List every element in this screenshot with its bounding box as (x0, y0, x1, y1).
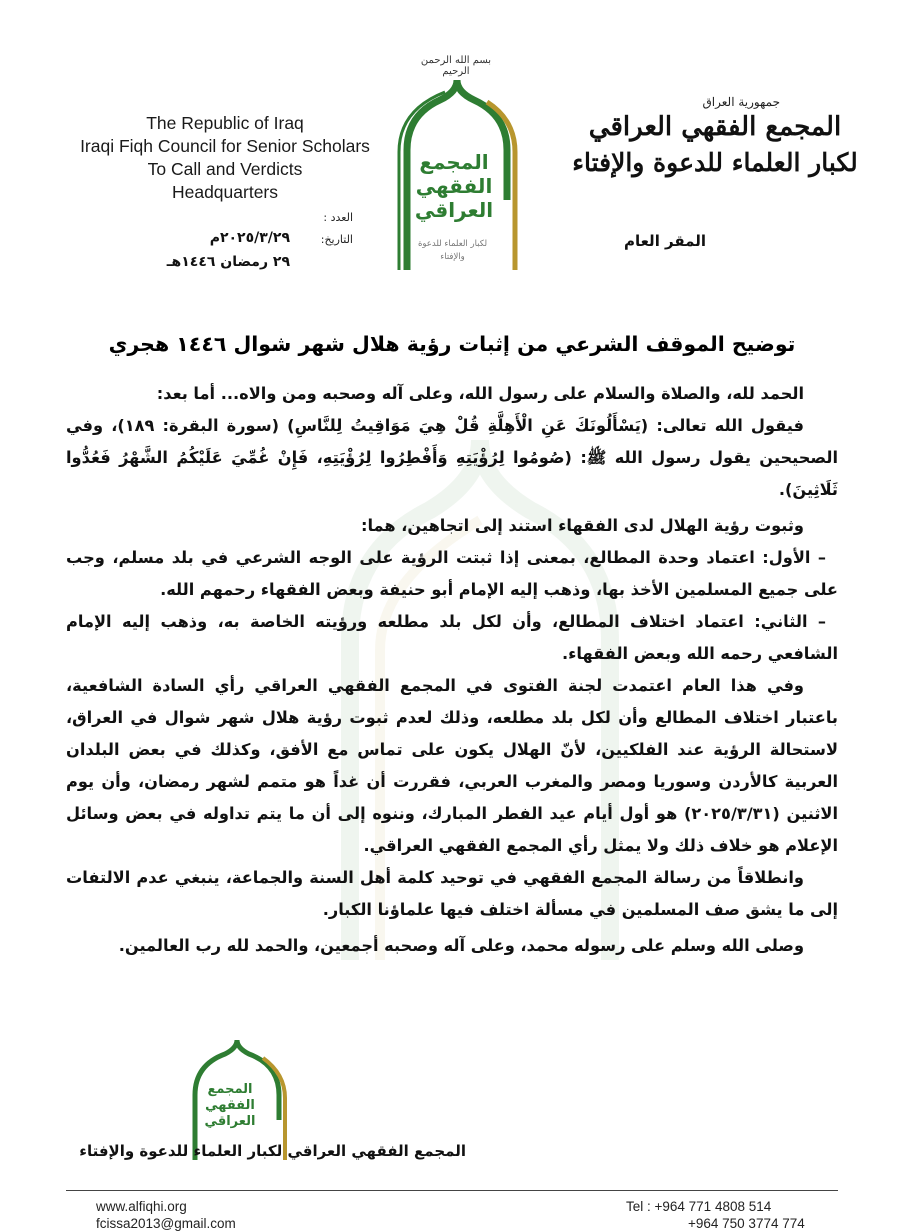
meta-values (140, 226, 290, 274)
arabic-republic: جمهورية العراق (702, 95, 780, 109)
body-paragraph: وصلى الله وسلم على رسوله محمد، وعلى آله وصحبه أجمعين، والحمد لله رب العالمين. (118, 936, 804, 955)
footer-tel2: +964 750 3774 774 (688, 1216, 805, 1231)
logo-word: العراقي (414, 198, 494, 222)
logo-subtitle: لكبار العلماء للدعوة والإفتاء (417, 239, 488, 262)
document-title: توضيح الموقف الشرعي من إثبات رؤية هلال شهر شوال ١٤٤٦ هجري (108, 332, 796, 356)
date-gregorian: ٢٠٢٥/٣/٢٩م (209, 230, 290, 246)
body-paragraph: وفي هذا العام اعتمدت لجنة الفتوى في المجمع الفقهي العراقي رأي السادة الشافعية، باعتبار اختلاف المطالع وأن لكل بلد مطلعه، وذلك لعدم ثبوت رؤية هلال شهر شوال في العراق، لاستحالة الرؤية عند الفلكيين، لأنّ الهلال يكون على تماس مع الأفق، وكذلك في بعض البلدان العربية كالأردن وسوريا ومصر والمغرب العربي، فقررت أن غداً هو متمم لشهر رمضان، وأن يوم الاثنين (٢٠٢٥/٣/٣١) هو أول أيام عيد الفطر المبارك، وننوه إلى أن ما يتم تداوله في بعض وسائل الإعلام هو خلاف ذلك ولا يمثل رأي المجمع الفقهي العراقي. (66, 676, 838, 855)
footer-tel: Tel : +964 771 4808 514 (626, 1199, 772, 1214)
arabic-headquarters: المقر العام (623, 232, 707, 250)
footer-contacts-web (96, 1198, 236, 1232)
footer-website[interactable]: www.alfiqhi.org (96, 1199, 187, 1214)
logo-word: المجمع (419, 150, 489, 174)
arabic-header (560, 95, 870, 181)
stamp-word: الفقهي (205, 1098, 255, 1113)
meta-labels (293, 207, 353, 251)
arabic-council-line1: المجمع الفقهي العراقي (588, 112, 842, 142)
footer-contacts-phone (626, 1198, 805, 1232)
body-list-item: – الثاني: اعتماد اختلاف المطالع، وأن لكل بلد مطلعه ورؤيته الخاصة به، وذهب إليه الإمام الشافعي رحمه الله وبعض الفقهاء. (66, 612, 838, 663)
body-paragraph: فيقول الله تعالى: (يَسْأَلُونَكَ عَنِ الْأَهِلَّةِ قُلْ هِيَ مَوَاقِيتُ لِلنَّاسِ) (سورة البقرة: ١٨٩)، وفي الصحيحين يقول رسول الله ﷺ: (صُومُوا لِرُؤْيَتِهِ وَأَفْطِرُوا لِرُؤْيَتِهِ، فَإِنْ غُمِّيَ عَلَيْكُمُ الشَّهْرُ فَعُدُّوا ثَلَاثِينَ). (66, 416, 838, 499)
stamp-word: العراقي (204, 1114, 256, 1129)
footer-divider (66, 1190, 838, 1191)
body-paragraph: وانطلاقاً من رسالة المجمع الفقهي في توحيد كلمة أهل السنة والجماعة، ينبغي عدم الالتفات إلى ما يشق صف المسلمين في مسألة اختلف فيها علماؤنا الكبار. (66, 868, 838, 919)
basmala: بسم الله الرحمن الرحيم (420, 55, 492, 77)
body-list-item: – الأول: اعتماد وحدة المطالع، بمعنى إذا ثبتت الرؤية على الوجه الشرعي في بلد مسلم، وجب على جميع المسلمين الأخذ بها، وذهب إليه الإمام أبو حنيفة وبعض الفقهاء رحمهم الله. (66, 548, 838, 599)
english-header-line: Headquarters (171, 182, 279, 202)
english-header-line: The Republic of Iraq (146, 113, 304, 133)
signature-text: المجمع الفقهي العراقي لكبار العلماء للدعوة والإفتاء (79, 1142, 466, 1160)
number-label: العدد : (323, 211, 353, 224)
date-label: التاريخ: (320, 233, 353, 246)
arabic-council-line2: لكبار العلماء للدعوة والإفتاء (572, 148, 858, 177)
stamp-word: المجمع (207, 1082, 253, 1097)
english-header-line: Iraqi Fiqh Council for Senior Scholars (80, 136, 370, 156)
english-header (70, 112, 380, 204)
footer-email[interactable]: fcissa2013@gmail.com (96, 1216, 236, 1231)
signature-stamp-name (190, 1082, 270, 1130)
council-logo-name (395, 150, 513, 222)
date-hijri: ٢٩ رمضان ١٤٤٦هـ (166, 254, 290, 270)
body-paragraph: الحمد لله، والصلاة والسلام على رسول الله، وعلى آله وصحبه ومن والاه... أما بعد: (156, 384, 804, 403)
document-body (66, 378, 838, 962)
english-header-line: To Call and Verdicts (147, 159, 303, 179)
body-paragraph: وثبوت رؤية الهلال لدى الفقهاء استند إلى اتجاهين، هما: (361, 516, 804, 535)
logo-word: الفقهي (415, 174, 493, 198)
